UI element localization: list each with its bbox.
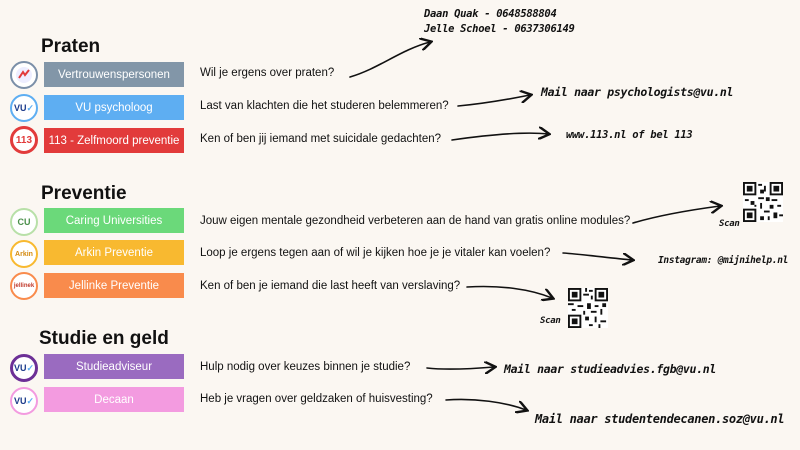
arkin-logo-icon: Arkin [10,240,38,268]
label-113[interactable]: 113 - Zelfmoord preventie [44,128,184,153]
instagram-handle[interactable]: Instagram: @mijnihelp.nl [658,255,789,266]
studie-mail[interactable]: Mail naar studieadvies.fgb@vu.nl [504,362,716,376]
label-decaan[interactable]: Decaan [44,387,184,412]
scan-label-jellinke: Scan [540,316,561,326]
vu-logo-icon: VU ✓ [10,387,38,415]
question-113: Ken of ben jij iemand met suicidale gedachten? [200,133,442,145]
link-113[interactable]: www.113.nl of bel 113 [566,129,693,141]
vu-logo-icon: VU ✓ [10,94,38,122]
arrow-113 [452,133,548,140]
label-caring-universities[interactable]: Caring Universities [44,208,184,233]
psych-mail[interactable]: Mail naar psychologists@vu.nl [541,85,734,99]
n113-logo-icon: 113 [10,126,38,154]
label-studieadviseur[interactable]: Studieadviseur [44,354,184,379]
arrow-studie [427,367,494,369]
decaan-mail[interactable]: Mail naar studentendecanen.soz@vu.nl [535,412,785,426]
section-title-studie: Studie en geld [39,328,169,349]
question-studieadviseur: Hulp nodig over keuzes binnen je studie? [200,361,411,373]
question-jellinke: Ken of ben je iemand die last heeft van verslaving? [200,280,461,292]
label-vertrouwenspersonen[interactable]: Vertrouwenspersonen [44,62,184,87]
label-arkin-preventie[interactable]: Arkin Preventie [44,240,184,265]
arrow-decaan [446,399,526,410]
question-psycholoog: Last van klachten die het studeren belemmeren? [200,100,449,112]
caring-universities-logo-icon: CU [10,208,38,236]
vu-logo-icon: VU ✓ [10,354,38,382]
question-caring: Jouw eigen mentale gezondheid verbeteren aan de hand van gratis online modules? [200,215,631,227]
scan-label-caring: Scan [719,219,740,229]
contact-daan: Daan Quak - 0648588804 [424,8,557,20]
contact-jelle: Jelle Schoel - 0637306149 [424,23,575,35]
jellinek-logo-icon: jellinek [10,272,38,300]
section-title-praten: Praten [41,36,101,57]
question-vertrouwen: Wil je ergens over praten? [200,67,335,79]
question-arkin: Loop je ergens tegen aan of wil je kijken hoe je je vitaler kan voelen? [200,247,551,259]
arrow-vertrouwen [350,42,430,77]
question-decaan: Heb je vragen over geldzaken of huisvesting? [200,393,433,405]
arrow-arkin [563,253,632,260]
label-vu-psycholoog[interactable]: VU psycholoog [44,95,184,120]
arrow-jellinke [467,286,552,298]
section-title-preventie: Preventie [41,183,127,204]
arrow-psycholoog [458,95,530,106]
arrow-caring [633,206,720,223]
label-jellinke-preventie[interactable]: Jellinke Preventie [44,273,184,298]
